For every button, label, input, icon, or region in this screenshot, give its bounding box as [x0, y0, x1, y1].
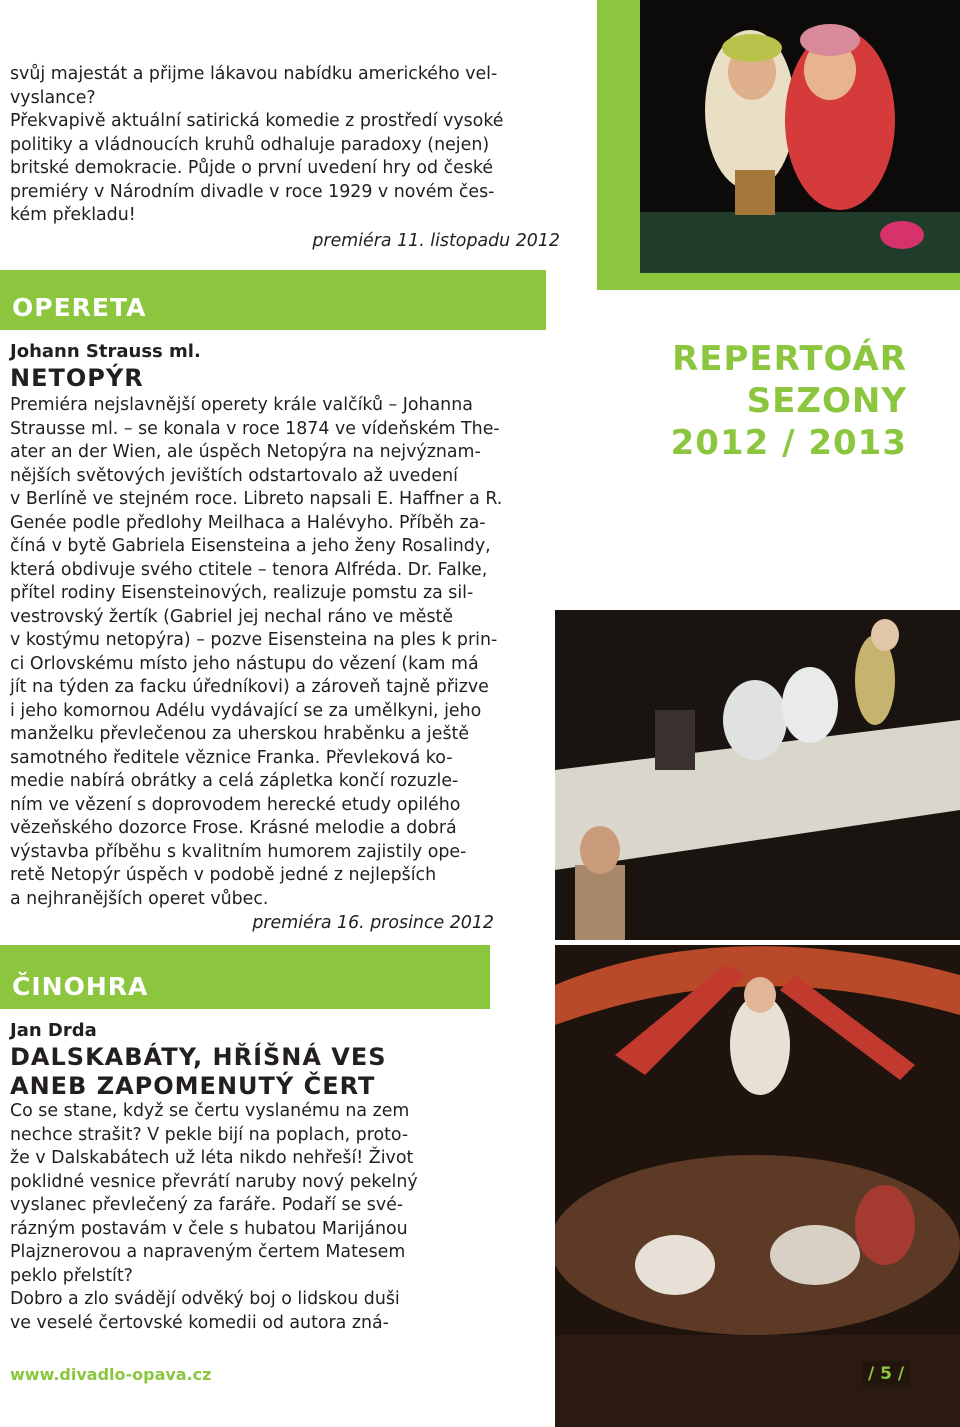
- text-line: retě Netopýr úspěch v podobě jedné z nejlepších: [10, 865, 437, 885]
- repertoire-line2: SEZONY: [746, 381, 907, 421]
- play-title: [10, 1043, 387, 1101]
- section-banner-cinohra: [0, 945, 490, 1009]
- text-line: medie nabírá obrátky a celá zápletka končí rozuzle-: [10, 771, 459, 791]
- text-line: přítel rodiny Eisensteinových, realizuje pomstu za sil-: [10, 583, 474, 603]
- text-line: svůj majestát a přijme lákavou nabídku amerického vel-: [10, 64, 498, 84]
- text-line: Genée podle předlohy Meilhaca a Halévyho. Příběh za-: [10, 512, 486, 533]
- text-line: číná v bytě Gabriela Eisensteina a jeho ženy Rosalindy,: [10, 536, 491, 556]
- play-title-line2: ANEB ZAPOMENUTÝ ČERT: [10, 1072, 376, 1100]
- play-title: NETOPÝR: [10, 364, 144, 392]
- photo-operetta-banquet: [555, 610, 960, 940]
- text-line: vyslance?: [10, 87, 96, 108]
- text-line: Premiéra nejslavnější operety krále valčíků – Johanna: [10, 395, 473, 415]
- play-title-line1: DALSKABÁTY, HŘÍŠNÁ VES: [10, 1043, 387, 1071]
- repertoire-line3: 2012 / 2013: [670, 423, 907, 463]
- text-line: peklo přelstít?: [10, 1265, 133, 1286]
- author-name: Jan Drda: [10, 1020, 97, 1041]
- text-line: ci Orlovskému místo jeho nástupu do vězení (kam má: [10, 653, 479, 674]
- text-line: nechce strašit? V pekle bijí na poplach, proto-: [10, 1124, 409, 1145]
- photo-drama-dance: [555, 945, 960, 1427]
- text-line: kém překladu!: [10, 205, 136, 225]
- website-link[interactable]: www.divadlo-opava.cz: [10, 1365, 212, 1384]
- text-line: vestrovský žertík (Gabriel jej nechal ráno ve městě: [10, 606, 454, 627]
- text-line: ve veselé čertovské komedii od autora zná-: [10, 1312, 389, 1333]
- text-line: politiky a vládnoucích kruhů odhaluje paradoxy (nejen): [10, 134, 490, 155]
- text-line: manželku převlečenou za uherskou hraběnku a ještě: [10, 724, 470, 744]
- text-line: samotného ředitele věznice Franka. Převleková ko-: [10, 747, 453, 768]
- text-line: poklidné vesnice převrátí naruby nový pekelný: [10, 1171, 418, 1192]
- text-line: Překvapivě aktuální satirická komedie z prostředí vysoké: [10, 111, 504, 131]
- text-line: premiéry v Národním divadle v roce 1929 v novém čes-: [10, 181, 495, 202]
- text-line: a nejhranějších operet vůbec.: [10, 888, 269, 909]
- opereta-description: [10, 394, 530, 936]
- text-line: která obdivuje svého ctitele – tenora Alfréda. Dr. Falke,: [10, 559, 488, 580]
- premiere-date: premiéra 11. listopadu 2012: [312, 230, 560, 251]
- text-line: vězeňského dozorce Frose. Krásné melodie a dobrá: [10, 818, 457, 838]
- text-line: vyslanec převlečený za faráře. Podaří se své-: [10, 1195, 404, 1215]
- text-line: Dobro a zlo svádějí odvěký boj o lidskou duši: [10, 1289, 400, 1309]
- text-line: v Berlíně ve stejném roce. Libreto napsali E. Haffner a R.: [10, 489, 503, 509]
- photo-comedy-scene: [640, 0, 960, 273]
- page-number: / 5 /: [862, 1361, 910, 1387]
- author-name: Johann Strauss ml.: [10, 341, 201, 362]
- text-line: že v Dalskabátech už léta nikdo nehřeší! Život: [10, 1148, 414, 1168]
- text-line: v kostýmu netopýra) – pozve Eisensteina na ples k prin-: [10, 630, 498, 650]
- repertoire-heading: [671, 338, 907, 464]
- text-line: Co se stane, když se čertu vyslanému na zem: [10, 1101, 410, 1121]
- text-line: nějších světových jevištích odstartovalo až uvedení: [10, 465, 458, 486]
- continuation-text: [10, 63, 560, 253]
- text-line: rázným postavám v čele s hubatou Marijánou: [10, 1218, 408, 1239]
- section-label: OPERETA: [12, 293, 147, 322]
- text-line: Strausse ml. – se konala v roce 1874 ve vídeňském The-: [10, 418, 500, 439]
- premiere-date: premiéra 16. prosince 2012: [252, 913, 494, 933]
- repertoire-line1: REPERTOÁR: [672, 339, 907, 379]
- text-line: i jeho komornou Adélu vydávající se za umělkyni, jeho: [10, 700, 482, 721]
- text-line: britské demokracie. Půjde o první uvedení hry od české: [10, 158, 494, 178]
- section-label: ČINOHRA: [12, 972, 149, 1001]
- text-line: jít na týden za facku úředníkovi) a zároveň tajně přizve: [10, 677, 489, 697]
- text-line: ater an der Wien, ale úspěch Netopýra na nejvýznam-: [10, 442, 481, 462]
- text-line: Plajznerovou a napraveným čertem Matesem: [10, 1242, 406, 1262]
- section-banner-opereta: [0, 270, 546, 330]
- text-line: výstavba příběhu s kvalitním humorem zajistily ope-: [10, 841, 467, 862]
- text-line: ním ve vězení s doprovodem herecké etudy opilého: [10, 794, 461, 815]
- cinohra-description: [10, 1100, 465, 1335]
